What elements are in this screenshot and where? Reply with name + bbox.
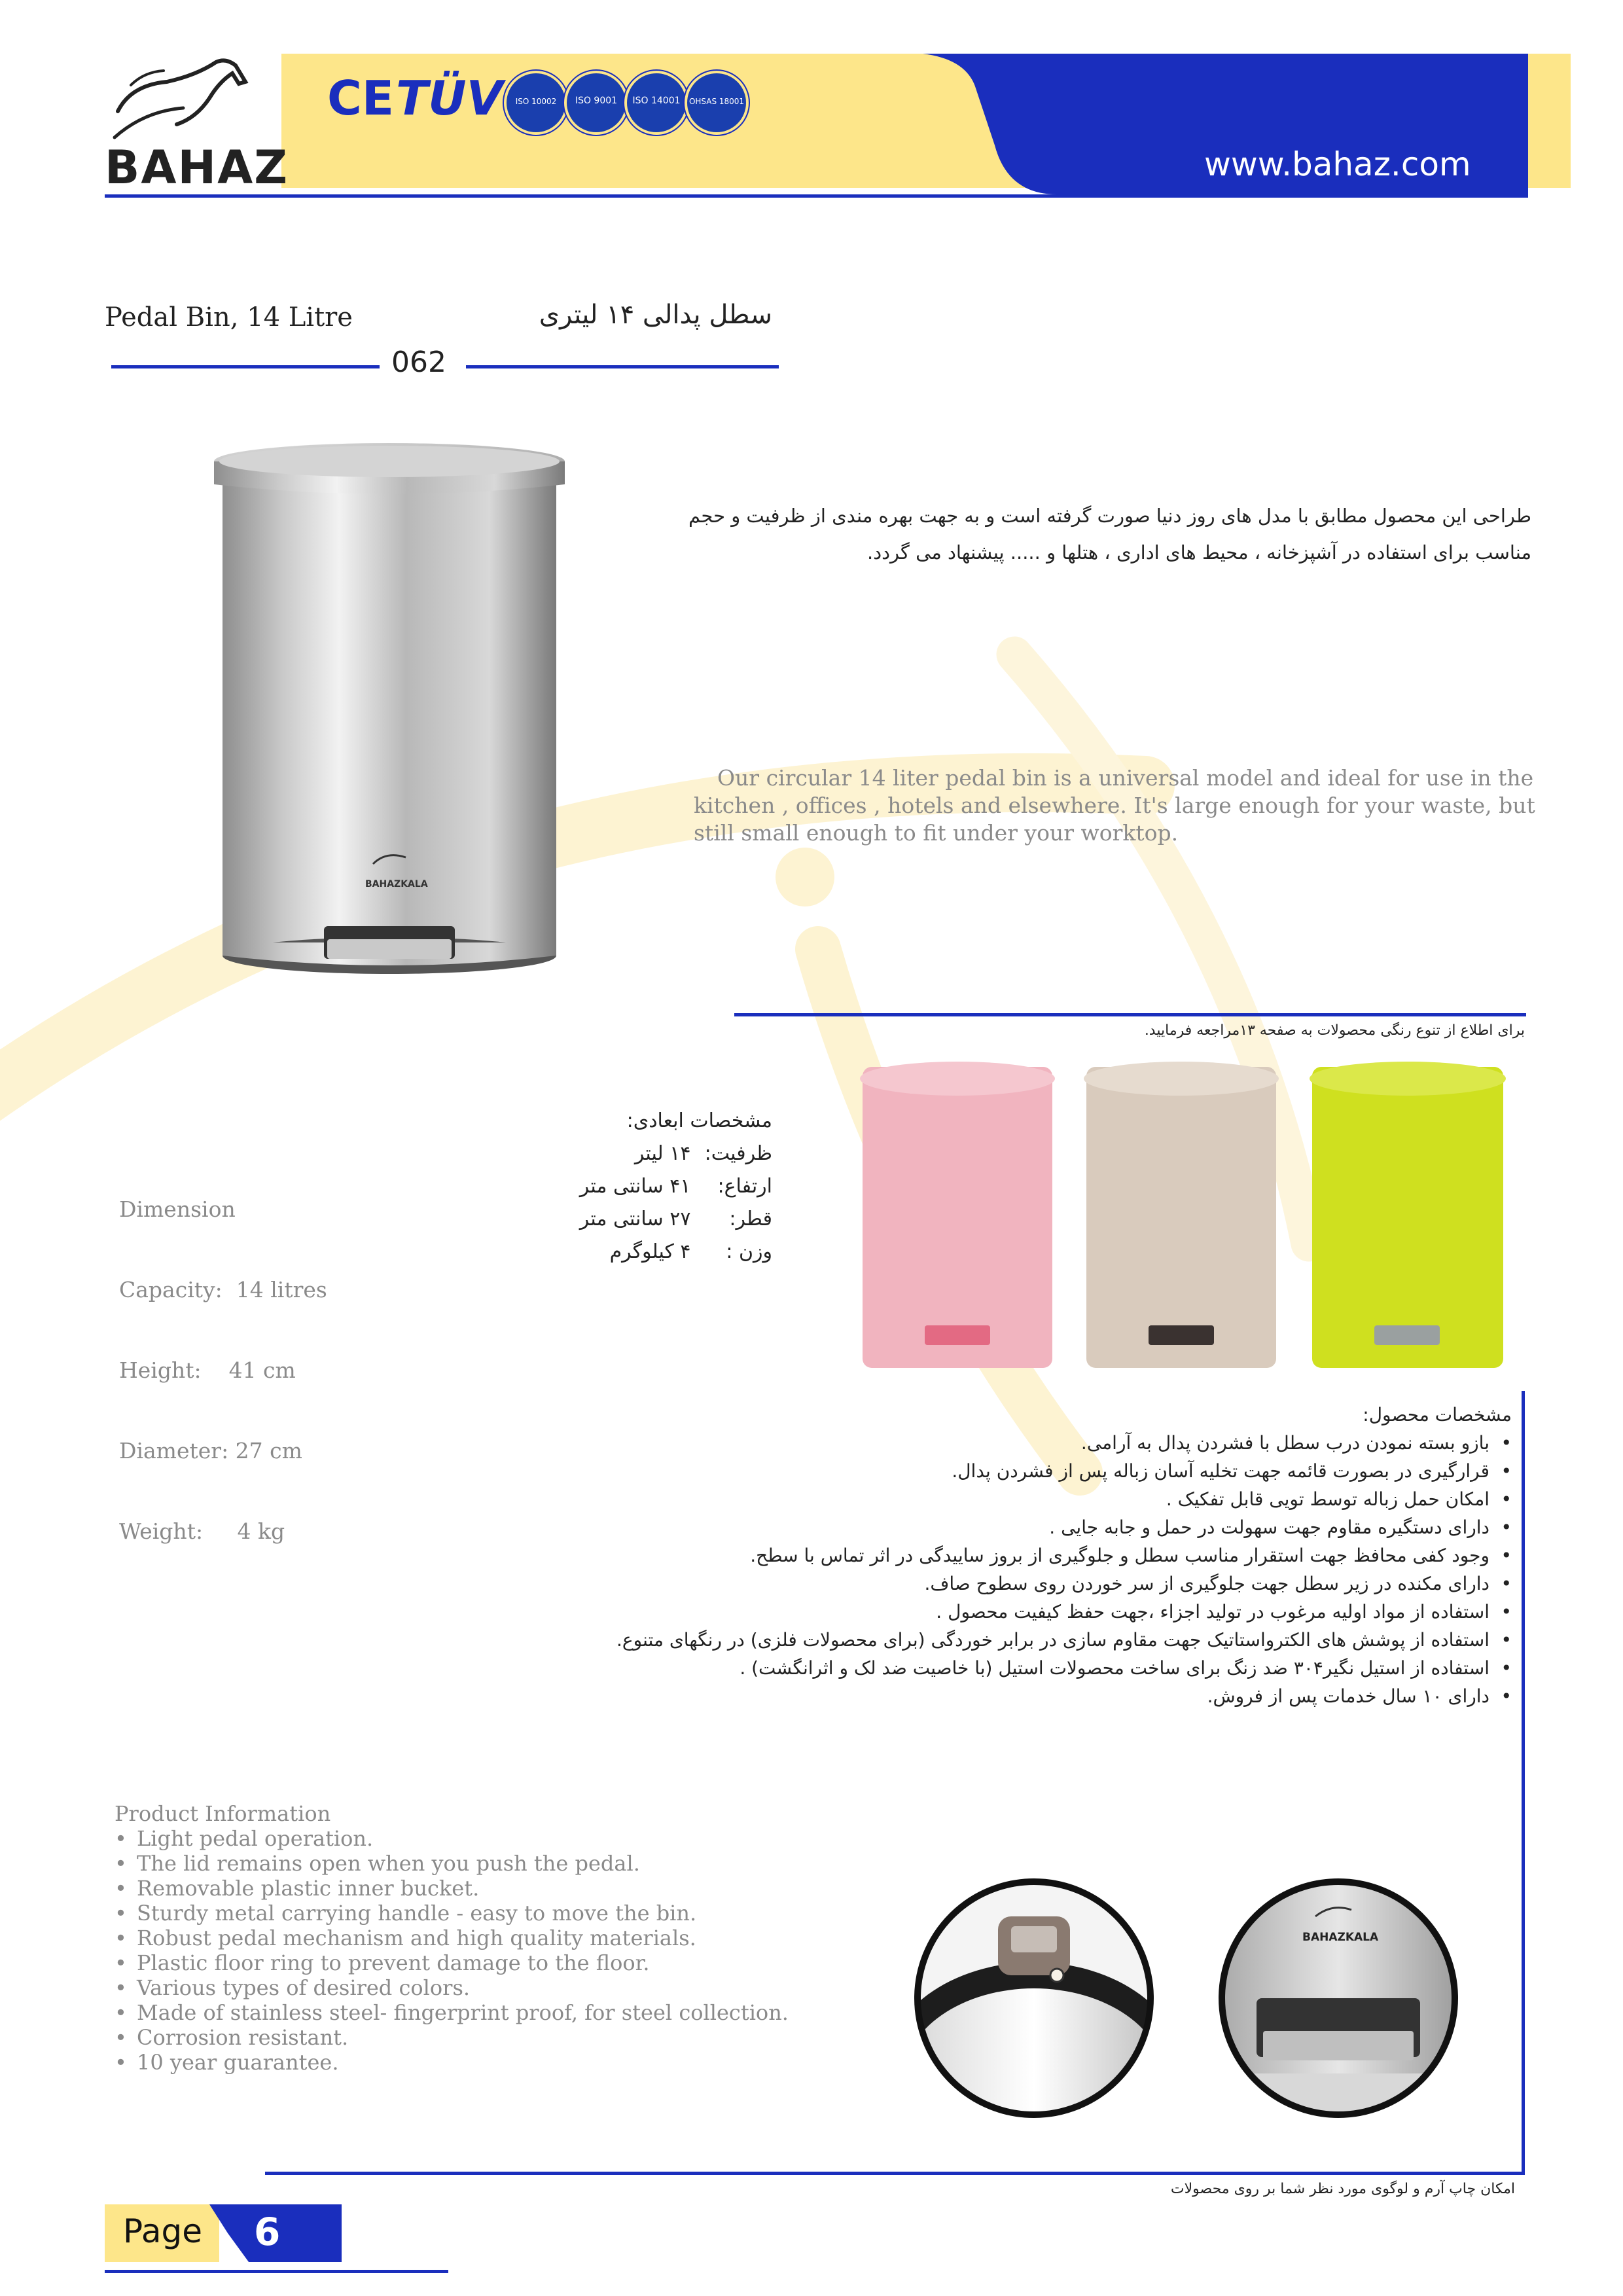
list-item: • دارای دستگیره مقاوم جهت سهولت در حمل و جابه جایی . [366, 1513, 1512, 1541]
dimension-label: ظرفیت: [704, 1142, 772, 1165]
dimension-row [445, 1203, 772, 1236]
list-item: • استفاده از استیل نگیر۳۰۴ ضد زنگ برای ساخت محصولات استیل (با خاصیت ضد لک و اثرانگشت) . [366, 1654, 1512, 1682]
website-link[interactable]: www.bahaz.com [1204, 145, 1471, 183]
iso-badge: OHSAS 18001 [685, 71, 749, 135]
dimension-row: Weight: 4 kg [119, 1518, 285, 1544]
list-item: • Plastic floor ring to prevent damage to the floor. [115, 1950, 867, 1975]
color-swatch-pink [863, 1067, 1052, 1368]
page-label: Page [123, 2212, 203, 2250]
description-fa: طراحی این محصول مطابق با مدل های روز دنیا صورت گرفته است و به جهت بهره مندی از ظرفیت و حجم مناسب برای استفاده در آشپزخانه ، محیط های اداری ، هتلها و ..... پیشنهاد می گردد. [688, 505, 1531, 564]
color-variety-note: برای اطلاع از تنوع رنگی محصولات به صفحه ۱۳مراجعه فرمایید. [1144, 1022, 1525, 1039]
dimension-value: ۴ کیلوگرم [609, 1240, 691, 1263]
swatch-pedal [1149, 1325, 1214, 1345]
iso-badge: ISO 14001 [624, 71, 688, 135]
footer-logo-print-note: امکان چاپ آرم و لوگوی مورد نظر شما بر روی محصولات [1170, 2181, 1515, 2197]
dimensions-en-heading: Dimension [119, 1196, 236, 1222]
title-rule-left [111, 365, 380, 368]
list-item: • Various types of desired colors. [115, 1975, 867, 2000]
swatch-lid [860, 1062, 1055, 1096]
detail-image-pedal [1217, 1877, 1459, 2119]
dimension-row: Capacity: 14 litres [119, 1277, 327, 1302]
footer-rule [265, 2172, 1525, 2175]
iso-badge-row [504, 71, 746, 133]
page-underline [105, 2270, 448, 2273]
list-item: • دارای ۱۰ سال خدمات پس از فروش. [366, 1682, 1512, 1710]
color-swatch-lime [1312, 1067, 1503, 1368]
header-rule [105, 194, 1528, 198]
list-item: • استفاده از مواد اولیه مرغوب در تولید اجزاء ،جهت حفظ کیفیت محصول . [366, 1598, 1512, 1626]
dimension-label: ارتفاع: [717, 1175, 772, 1198]
list-item: • Robust pedal mechanism and high quality materials. [115, 1926, 867, 1950]
pedal-bin-image [209, 432, 576, 988]
list-item: • بازو بسته نمودن درب سطل با فشردن پدال به آرامی. [366, 1429, 1512, 1457]
dimension-value: ۲۷ سانتی متر [579, 1208, 691, 1230]
description-en: Our circular 14 liter pedal bin is a universal model and ideal for use in the kitchen , offices , hotels and elsewhere. It's large enough for your waste, but still small enough to fit under your worktop. [694, 765, 1535, 846]
dimension-value: ۴۱ سانتی متر [579, 1175, 691, 1198]
detail-brand-label: BAHAZKALA [1302, 1931, 1379, 1944]
iso-badge: ISO 10002 [504, 71, 568, 135]
product-title-en: Pedal Bin, 14 Litre [105, 302, 353, 332]
dimension-row: Height: 41 cm [119, 1357, 296, 1383]
dimensions-fa [445, 1105, 772, 1268]
dimension-label: وزن : [726, 1240, 772, 1263]
bin-brand-label: BAHAZKALA [365, 879, 428, 889]
dimension-row [445, 1170, 772, 1203]
features-en-list [115, 1826, 867, 2075]
dimension-value: ۱۴ لیتر [634, 1142, 691, 1165]
list-item: • Sturdy metal carrying handle - easy to move the bin. [115, 1901, 867, 1926]
swatch-lid [1084, 1062, 1279, 1096]
dimension-label: قطر: [729, 1208, 772, 1230]
list-item: • Corrosion resistant. [115, 2025, 867, 2050]
product-title-fa: سطل پدالی ۱۴ لیتری [539, 300, 772, 330]
brand-name: BAHAZ [105, 141, 289, 194]
list-item: • قرارگیری در بصورت قائمه جهت تخلیه آسان زباله پس از فشردن پدال. [366, 1457, 1512, 1485]
color-swatch-wood [1086, 1067, 1276, 1368]
horse-logo-icon [105, 46, 255, 144]
list-item: • Removable plastic inner bucket. [115, 1876, 867, 1901]
list-item: • Light pedal operation. [115, 1826, 867, 1851]
swatch-pedal [1374, 1325, 1440, 1345]
features-vertical-rule [1522, 1391, 1525, 2173]
page-number: 6 [254, 2210, 281, 2254]
list-item: • وجود کفی محافظ جهت استقرار مناسب سطل و جلوگیری از بروز ساییدگی در اثر تماس با سطح. [366, 1541, 1512, 1570]
iso-badge: ISO 9001 [564, 71, 628, 135]
features-fa-heading: مشخصات محصول: [1363, 1404, 1512, 1426]
list-item: • امکان حمل زباله توسط تویی قابل تفکیک . [366, 1485, 1512, 1513]
list-item: • 10 year guarantee. [115, 2050, 867, 2075]
swatch-pedal [925, 1325, 990, 1345]
dimensions-en [119, 1142, 327, 1571]
product-code: 062 [391, 346, 446, 379]
swatch-lid [1310, 1062, 1506, 1096]
dimension-row [445, 1138, 772, 1170]
cert-tuv: TÜV [396, 71, 503, 126]
features-fa-list [366, 1429, 1512, 1710]
cert-ce: CE [327, 71, 395, 126]
list-item: • Made of stainless steel- fingerprint proof, for steel collection. [115, 2000, 867, 2025]
dimensions-fa-heading: مشخصات ابعادی: [626, 1109, 772, 1132]
detail-image-handle [913, 1877, 1155, 2119]
dimension-row: Diameter: 27 cm [119, 1438, 302, 1463]
list-item: • The lid remains open when you push the pedal. [115, 1851, 867, 1876]
features-fa [366, 1401, 1512, 1710]
features-en [115, 1801, 867, 2075]
brand-logo [105, 46, 289, 200]
color-section-rule [734, 1013, 1526, 1016]
page-number-badge [105, 2204, 340, 2263]
list-item: • استفاده از پوشش های الکترواستاتیک جهت مقاوم سازی در برابر خوردگی (برای محصولات فلزی) در رنگهای متنوع. [366, 1626, 1512, 1654]
list-item: • دارای مکنده در زیر سطل جهت جلوگیری از سر خوردن روی سطوح صاف. [366, 1570, 1512, 1598]
title-rule-right [466, 365, 779, 368]
dimension-row [445, 1236, 772, 1268]
features-en-heading: Product Information [115, 1801, 331, 1826]
